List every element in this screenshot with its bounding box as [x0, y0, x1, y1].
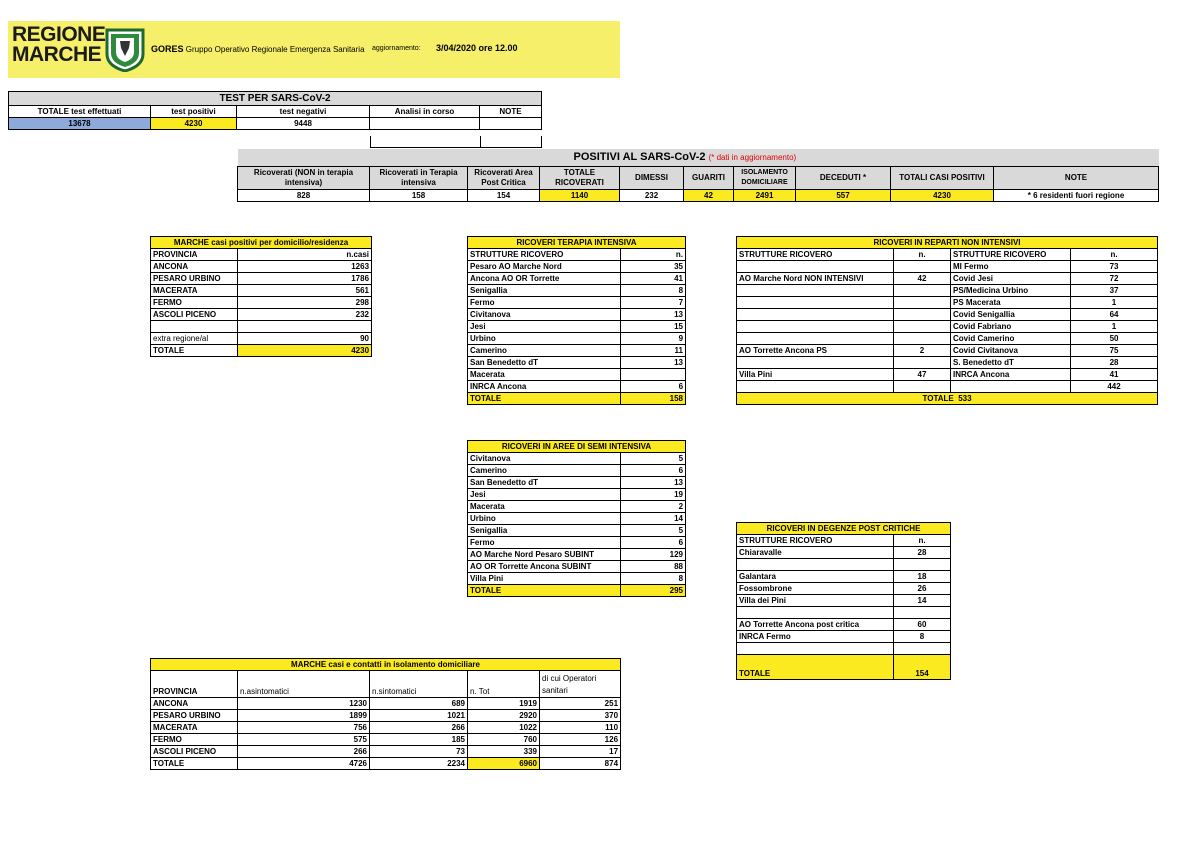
nonint-an: 47 [894, 369, 951, 381]
positivi-value: 4230 [891, 190, 994, 202]
ti-n: 8 [621, 285, 686, 297]
ti-col-n: n. [621, 249, 686, 261]
isolamento-cell: 760 [468, 734, 540, 746]
ti-table [467, 236, 686, 405]
postcrit-n: 28 [894, 547, 951, 559]
domicilio-casi: 1786 [238, 273, 372, 285]
isolamento-cell: 110 [540, 722, 621, 734]
domicilio-casi: 298 [238, 297, 372, 309]
postcrit-struttura: INRCA Fermo [737, 631, 894, 643]
postcrit-n: 26 [894, 583, 951, 595]
isolamento-cell: 266 [370, 722, 468, 734]
nonint-bn: 442 [1071, 381, 1158, 393]
ti-struttura: Fermo [468, 297, 621, 309]
nonint-b: PS Macerata [951, 297, 1071, 309]
test-value-pending [370, 118, 480, 130]
positivi-value: 828 [238, 190, 370, 202]
isolamento-total: 4726 [238, 758, 370, 770]
isolamento-total-label: TOTALE [151, 758, 238, 770]
nonint-an [894, 333, 951, 345]
test-value-total: 13678 [9, 118, 151, 130]
nonint-a [737, 261, 894, 273]
test-value-negative: 9448 [237, 118, 370, 130]
isolamento-header: n. Tot [468, 671, 540, 698]
positivi-header: NOTE [994, 167, 1159, 190]
semi-table [467, 440, 686, 597]
postcrit-n [894, 643, 951, 655]
isolamento-header: n.sintomatici [370, 671, 468, 698]
positivi-value: 2491 [734, 190, 796, 202]
isolamento-cell: 575 [238, 734, 370, 746]
nonint-b: INRCA Ancona [951, 369, 1071, 381]
nonint-col2: n. [894, 249, 951, 261]
nonint-b: Covid Camerino [951, 333, 1071, 345]
semi-n: 2 [621, 501, 686, 513]
ti-struttura: Ancona AO OR Torrette [468, 273, 621, 285]
nonint-bn: 28 [1071, 357, 1158, 369]
nonint-bn: 41 [1071, 369, 1158, 381]
isolamento-cell: 126 [540, 734, 621, 746]
postcrit-struttura [737, 643, 894, 655]
domicilio-provincia: extra regione/al [151, 333, 238, 345]
isolamento-header: PROVINCIA [151, 671, 238, 698]
positivi-value-note: * 6 residenti fuori regione [994, 190, 1159, 202]
nonint-total-label: TOTALE [922, 394, 954, 403]
ti-struttura: San Benedetto dT [468, 357, 621, 369]
nonint-an [894, 381, 951, 393]
isolamento-title: MARCHE casi e contatti in isolamento domiciliare [151, 659, 621, 671]
ti-n: 9 [621, 333, 686, 345]
postcrit-total-label: TOTALE [737, 655, 894, 680]
nonint-a: AO Marche Nord NON INTENSIVI [737, 273, 894, 285]
nonint-bn: 72 [1071, 273, 1158, 285]
postcrit-struttura [737, 607, 894, 619]
isolamento-table [150, 658, 621, 770]
nonint-bn: 75 [1071, 345, 1158, 357]
nonint-table [736, 236, 1158, 405]
test-header: test positivi [151, 106, 237, 118]
domicilio-casi: 1263 [238, 261, 372, 273]
ti-total-value: 158 [621, 393, 686, 405]
positivi-header: TOTALE RICOVERATI [540, 167, 620, 190]
semi-struttura: Jesi [468, 489, 621, 501]
ti-n: 11 [621, 345, 686, 357]
isolamento-cell: 1899 [238, 710, 370, 722]
isolamento-total: 2234 [370, 758, 468, 770]
semi-n: 129 [621, 549, 686, 561]
nonint-an: 2 [894, 345, 951, 357]
nonint-a [737, 285, 894, 297]
logo-text-line1: REGIONE [12, 23, 106, 46]
domicilio-col-casi: n.casi [238, 249, 372, 261]
nonint-b [951, 381, 1071, 393]
positivi-value: 557 [796, 190, 891, 202]
domicilio-total-value: 4230 [238, 345, 372, 357]
nonint-an [894, 297, 951, 309]
ti-struttura: Pesaro AO Marche Nord [468, 261, 621, 273]
update-value: 3/04/2020 ore 12.00 [436, 43, 518, 53]
domicilio-col-provincia: PROVINCIA [151, 249, 238, 261]
semi-n: 5 [621, 453, 686, 465]
nonint-b: Covid Civitanova [951, 345, 1071, 357]
ti-struttura: Urbino [468, 333, 621, 345]
positivi-title: POSITIVI AL SARS-CoV-2 [573, 151, 706, 163]
ti-struttura: Macerata [468, 369, 621, 381]
nonint-bn: 73 [1071, 261, 1158, 273]
positivi-note: (* dati in aggiornamento) [708, 153, 797, 162]
postcrit-n: 14 [894, 595, 951, 607]
domicilio-provincia: ANCONA [151, 261, 238, 273]
ti-n: 6 [621, 381, 686, 393]
semi-n: 5 [621, 525, 686, 537]
domicilio-casi: 90 [238, 333, 372, 345]
nonint-a [737, 321, 894, 333]
nonint-a [737, 381, 894, 393]
isolamento-cell: 266 [238, 746, 370, 758]
isolamento-cell: 1230 [238, 698, 370, 710]
nonint-col4: n. [1071, 249, 1158, 261]
isolamento-cell: 251 [540, 698, 621, 710]
semi-struttura: Villa Pini [468, 573, 621, 585]
ti-n: 13 [621, 357, 686, 369]
isolamento-cell: 73 [370, 746, 468, 758]
nonint-a: Villa Pini [737, 369, 894, 381]
domicilio-provincia [151, 321, 238, 333]
isolamento-cell: PESARO URBINO [151, 710, 238, 722]
semi-struttura: Civitanova [468, 453, 621, 465]
semi-struttura: Urbino [468, 513, 621, 525]
isolamento-cell: 370 [540, 710, 621, 722]
isolamento-cell: 185 [370, 734, 468, 746]
logo-text-line2: MARCHE [12, 43, 102, 66]
nonint-b: S. Benedetto dT [951, 357, 1071, 369]
nonint-a: AO Torrette Ancona PS [737, 345, 894, 357]
isolamento-header: di cui Operatori sanitari [540, 671, 621, 698]
test-header: NOTE [480, 106, 542, 118]
isolamento-cell: MACERATA [151, 722, 238, 734]
isolamento-total: 874 [540, 758, 621, 770]
domicilio-casi: 232 [238, 309, 372, 321]
update-label: aggiornamento: [372, 45, 421, 52]
nonint-an: 42 [894, 273, 951, 285]
domicilio-provincia: FERMO [151, 297, 238, 309]
ti-n: 35 [621, 261, 686, 273]
ti-struttura: Civitanova [468, 309, 621, 321]
test-table [8, 91, 542, 130]
postcrit-struttura: Fossombrone [737, 583, 894, 595]
nonint-col3: STRUTTURE RICOVERO [951, 249, 1071, 261]
domicilio-casi: 561 [238, 285, 372, 297]
semi-n: 6 [621, 537, 686, 549]
positivi-header: ISOLAMENTO DOMICILIARE [734, 167, 796, 190]
postcrit-col1: STRUTTURE RICOVERO [737, 535, 894, 547]
nonint-a [737, 357, 894, 369]
semi-n: 19 [621, 489, 686, 501]
positivi-header: DIMESSI [620, 167, 684, 190]
ti-col-struttura: STRUTTURE RICOVERO [468, 249, 621, 261]
nonint-bn: 64 [1071, 309, 1158, 321]
test-header: Analisi in corso [370, 106, 480, 118]
semi-n: 88 [621, 561, 686, 573]
nonint-an [894, 285, 951, 297]
domicilio-provincia: MACERATA [151, 285, 238, 297]
semi-n: 13 [621, 477, 686, 489]
semi-struttura: San Benedetto dT [468, 477, 621, 489]
isolamento-cell: 2920 [468, 710, 540, 722]
positivi-value: 42 [684, 190, 734, 202]
semi-struttura: Camerino [468, 465, 621, 477]
ti-struttura: Senigallia [468, 285, 621, 297]
positivi-value: 1140 [540, 190, 620, 202]
isolamento-cell: ANCONA [151, 698, 238, 710]
ti-n [621, 369, 686, 381]
ti-n: 7 [621, 297, 686, 309]
ti-struttura: INRCA Ancona [468, 381, 621, 393]
nonint-b: Covid Fabriano [951, 321, 1071, 333]
semi-n: 8 [621, 573, 686, 585]
domicilio-provincia: ASCOLI PICENO [151, 309, 238, 321]
nonint-b: MI Fermo [951, 261, 1071, 273]
test-value-note [480, 118, 542, 130]
isolamento-cell: 1021 [370, 710, 468, 722]
nonint-total-value: 533 [958, 394, 972, 403]
semi-n: 6 [621, 465, 686, 477]
nonint-b: PS/Medicina Urbino [951, 285, 1071, 297]
ti-total-label: TOTALE [468, 393, 621, 405]
semi-struttura: AO OR Torrette Ancona SUBINT [468, 561, 621, 573]
test-table-title: TEST PER SARS-CoV-2 [9, 92, 542, 106]
semi-struttura: AO Marche Nord Pesaro SUBINT [468, 549, 621, 561]
nonint-an [894, 357, 951, 369]
nonint-a [737, 333, 894, 345]
domicilio-casi [238, 321, 372, 333]
nonint-a [737, 297, 894, 309]
ti-n: 13 [621, 309, 686, 321]
postcrit-struttura: Galantara [737, 571, 894, 583]
positivi-header: GUARITI [684, 167, 734, 190]
postcrit-total-value: 154 [894, 655, 951, 680]
nonint-title: RICOVERI IN REPARTI NON INTENSIVI [737, 237, 1158, 249]
isolamento-cell: 1022 [468, 722, 540, 734]
positivi-table [237, 149, 1159, 202]
nonint-a [737, 309, 894, 321]
postcrit-n [894, 607, 951, 619]
ti-struttura: Jesi [468, 321, 621, 333]
positivi-header: DECEDUTI * [796, 167, 891, 190]
domicilio-provincia: PESARO URBINO [151, 273, 238, 285]
semi-total-label: TOTALE [468, 585, 621, 597]
nonint-bn: 1 [1071, 297, 1158, 309]
ti-n: 41 [621, 273, 686, 285]
nonint-an [894, 309, 951, 321]
ti-n: 15 [621, 321, 686, 333]
isolamento-cell: 17 [540, 746, 621, 758]
postcrit-table [736, 522, 951, 680]
postcrit-col2: n. [894, 535, 951, 547]
org-long-name: Gruppo Operativo Regionale Emergenza Sanitaria [185, 45, 365, 54]
postcrit-struttura: Chiaravalle [737, 547, 894, 559]
isolamento-cell: 756 [238, 722, 370, 734]
positivi-header: TOTALI CASI POSITIVI [891, 167, 994, 190]
postcrit-n: 60 [894, 619, 951, 631]
isolamento-cell: 689 [370, 698, 468, 710]
isolamento-cell: 339 [468, 746, 540, 758]
nonint-b: Covid Jesi [951, 273, 1071, 285]
isolamento-cell: FERMO [151, 734, 238, 746]
nonint-col1: STRUTTURE RICOVERO [737, 249, 894, 261]
positivi-value: 232 [620, 190, 684, 202]
isolamento-cell: ASCOLI PICENO [151, 746, 238, 758]
ti-title: RICOVERI TERAPIA INTENSIVA [468, 237, 686, 249]
region-emblem-icon [105, 28, 145, 72]
org-short-name: GORES [151, 44, 184, 54]
domicilio-table [150, 236, 372, 357]
test-empty-cells [370, 136, 542, 148]
semi-struttura: Senigallia [468, 525, 621, 537]
postcrit-n: 18 [894, 571, 951, 583]
postcrit-title: RICOVERI IN DEGENZE POST CRITICHE [737, 523, 951, 535]
ti-struttura: Camerino [468, 345, 621, 357]
isolamento-cell: 1919 [468, 698, 540, 710]
positivi-header: Ricoverati Area Post Critica [468, 167, 540, 190]
nonint-an [894, 321, 951, 333]
isolamento-header: n.asintomatici [238, 671, 370, 698]
semi-struttura: Macerata [468, 501, 621, 513]
positivi-header: Ricoverati (NON in terapia intensiva) [238, 167, 370, 190]
postcrit-struttura [737, 559, 894, 571]
nonint-bn: 50 [1071, 333, 1158, 345]
positivi-value: 158 [370, 190, 468, 202]
positivi-header: Ricoverati in Terapia intensiva [370, 167, 468, 190]
semi-total-value: 295 [621, 585, 686, 597]
test-header: test negativi [237, 106, 370, 118]
domicilio-total-label: TOTALE [151, 345, 238, 357]
domicilio-title: MARCHE casi positivi per domicilio/residenza [151, 237, 372, 249]
postcrit-struttura: Villa dei Pini [737, 595, 894, 607]
semi-n: 14 [621, 513, 686, 525]
nonint-bn: 1 [1071, 321, 1158, 333]
nonint-an [894, 261, 951, 273]
postcrit-struttura: AO Torrette Ancona post critica [737, 619, 894, 631]
test-value-positive: 4230 [151, 118, 237, 130]
positivi-value: 154 [468, 190, 540, 202]
postcrit-n: 8 [894, 631, 951, 643]
postcrit-n [894, 559, 951, 571]
nonint-bn: 37 [1071, 285, 1158, 297]
isolamento-total: 6960 [468, 758, 540, 770]
region-logo [12, 25, 104, 71]
test-header: TOTALE test effettuati [9, 106, 151, 118]
nonint-b: Covid Senigallia [951, 309, 1071, 321]
semi-struttura: Fermo [468, 537, 621, 549]
semi-title: RICOVERI IN AREE DI SEMI INTENSIVA [468, 441, 686, 453]
